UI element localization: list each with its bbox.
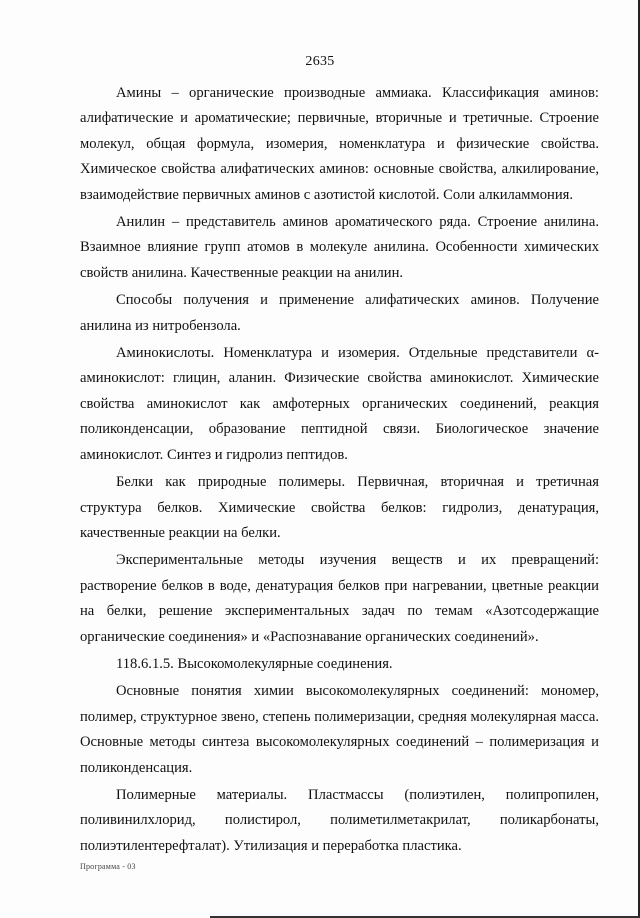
paragraph-amino-acids: Аминокислоты. Номенклатура и изомерия. Отдельные представители α-аминокислот: глицин, аланин. Физические свойства аминокислот. Химические свойства аминокислот как амфотерных органических соединений, реакция поликонденсации, образование пептидной связи. Биологическое значение аминокислот. Синтез и гидролиз пептидов.	[80, 345, 599, 463]
section-heading-polymers: 118.6.1.5. Высокомолекулярные соединения.	[116, 655, 393, 672]
footer-label: Программа - 03	[80, 862, 136, 871]
paragraph-polymer-materials: Полимерные материалы. Пластмассы (полиэтилен, полипропилен, поливинилхлорид, полистирол, полиметилметакрилат, поликарбонаты, полиэтилентерефталат). Утилизация и переработка пластика.	[80, 786, 599, 854]
paragraph-amines-production: Способы получения и применение алифатических аминов. Получение анилина из нитробензола.	[80, 292, 599, 334]
paragraph-proteins: Белки как природные полимеры. Первичная, вторичная и третичная структура белков. Химические свойства белков: гидролиз, денатурация, качественные реакции на белки.	[80, 474, 599, 541]
paragraph-aniline: Анилин – представитель аминов ароматического ряда. Строение анилина. Взаимное влияние групп атомов в молекуле анилина. Особенности химических свойств анилина. Качественные реакции на анилин.	[80, 214, 599, 281]
page-number: 2635	[305, 54, 335, 69]
document-body	[80, 81, 599, 861]
paragraph-experimental-methods: Экспериментальные методы изучения веществ и их превращений: растворение белков в воде, денатурация белков при нагревании, цветные реакции на белки, решение экспериментальных задач по темам «Азотсодержащие органические соединения» и «Распознавание органических соединений».	[80, 552, 599, 645]
paragraph-amines: Амины – органические производные аммиака. Классификация аминов: алифатические и ароматические; первичные, вторичные и третичные. Строение молекул, общая формула, изомерия, номенклатура и физические свойства. Химическое свойства алифатических аминов: основные свойства, алкилирование, взаимодействие первичных аминов с азотистой кислотой. Соли алкиламмония.	[80, 85, 599, 203]
paragraph-polymer-concepts: Основные понятия химии высокомолекулярных соединений: мономер, полимер, структурное звено, степень полимеризации, средняя молекулярная масса. Основные методы синтеза высокомолекулярных соединений – полимеризация и поликонденсация.	[80, 683, 599, 776]
